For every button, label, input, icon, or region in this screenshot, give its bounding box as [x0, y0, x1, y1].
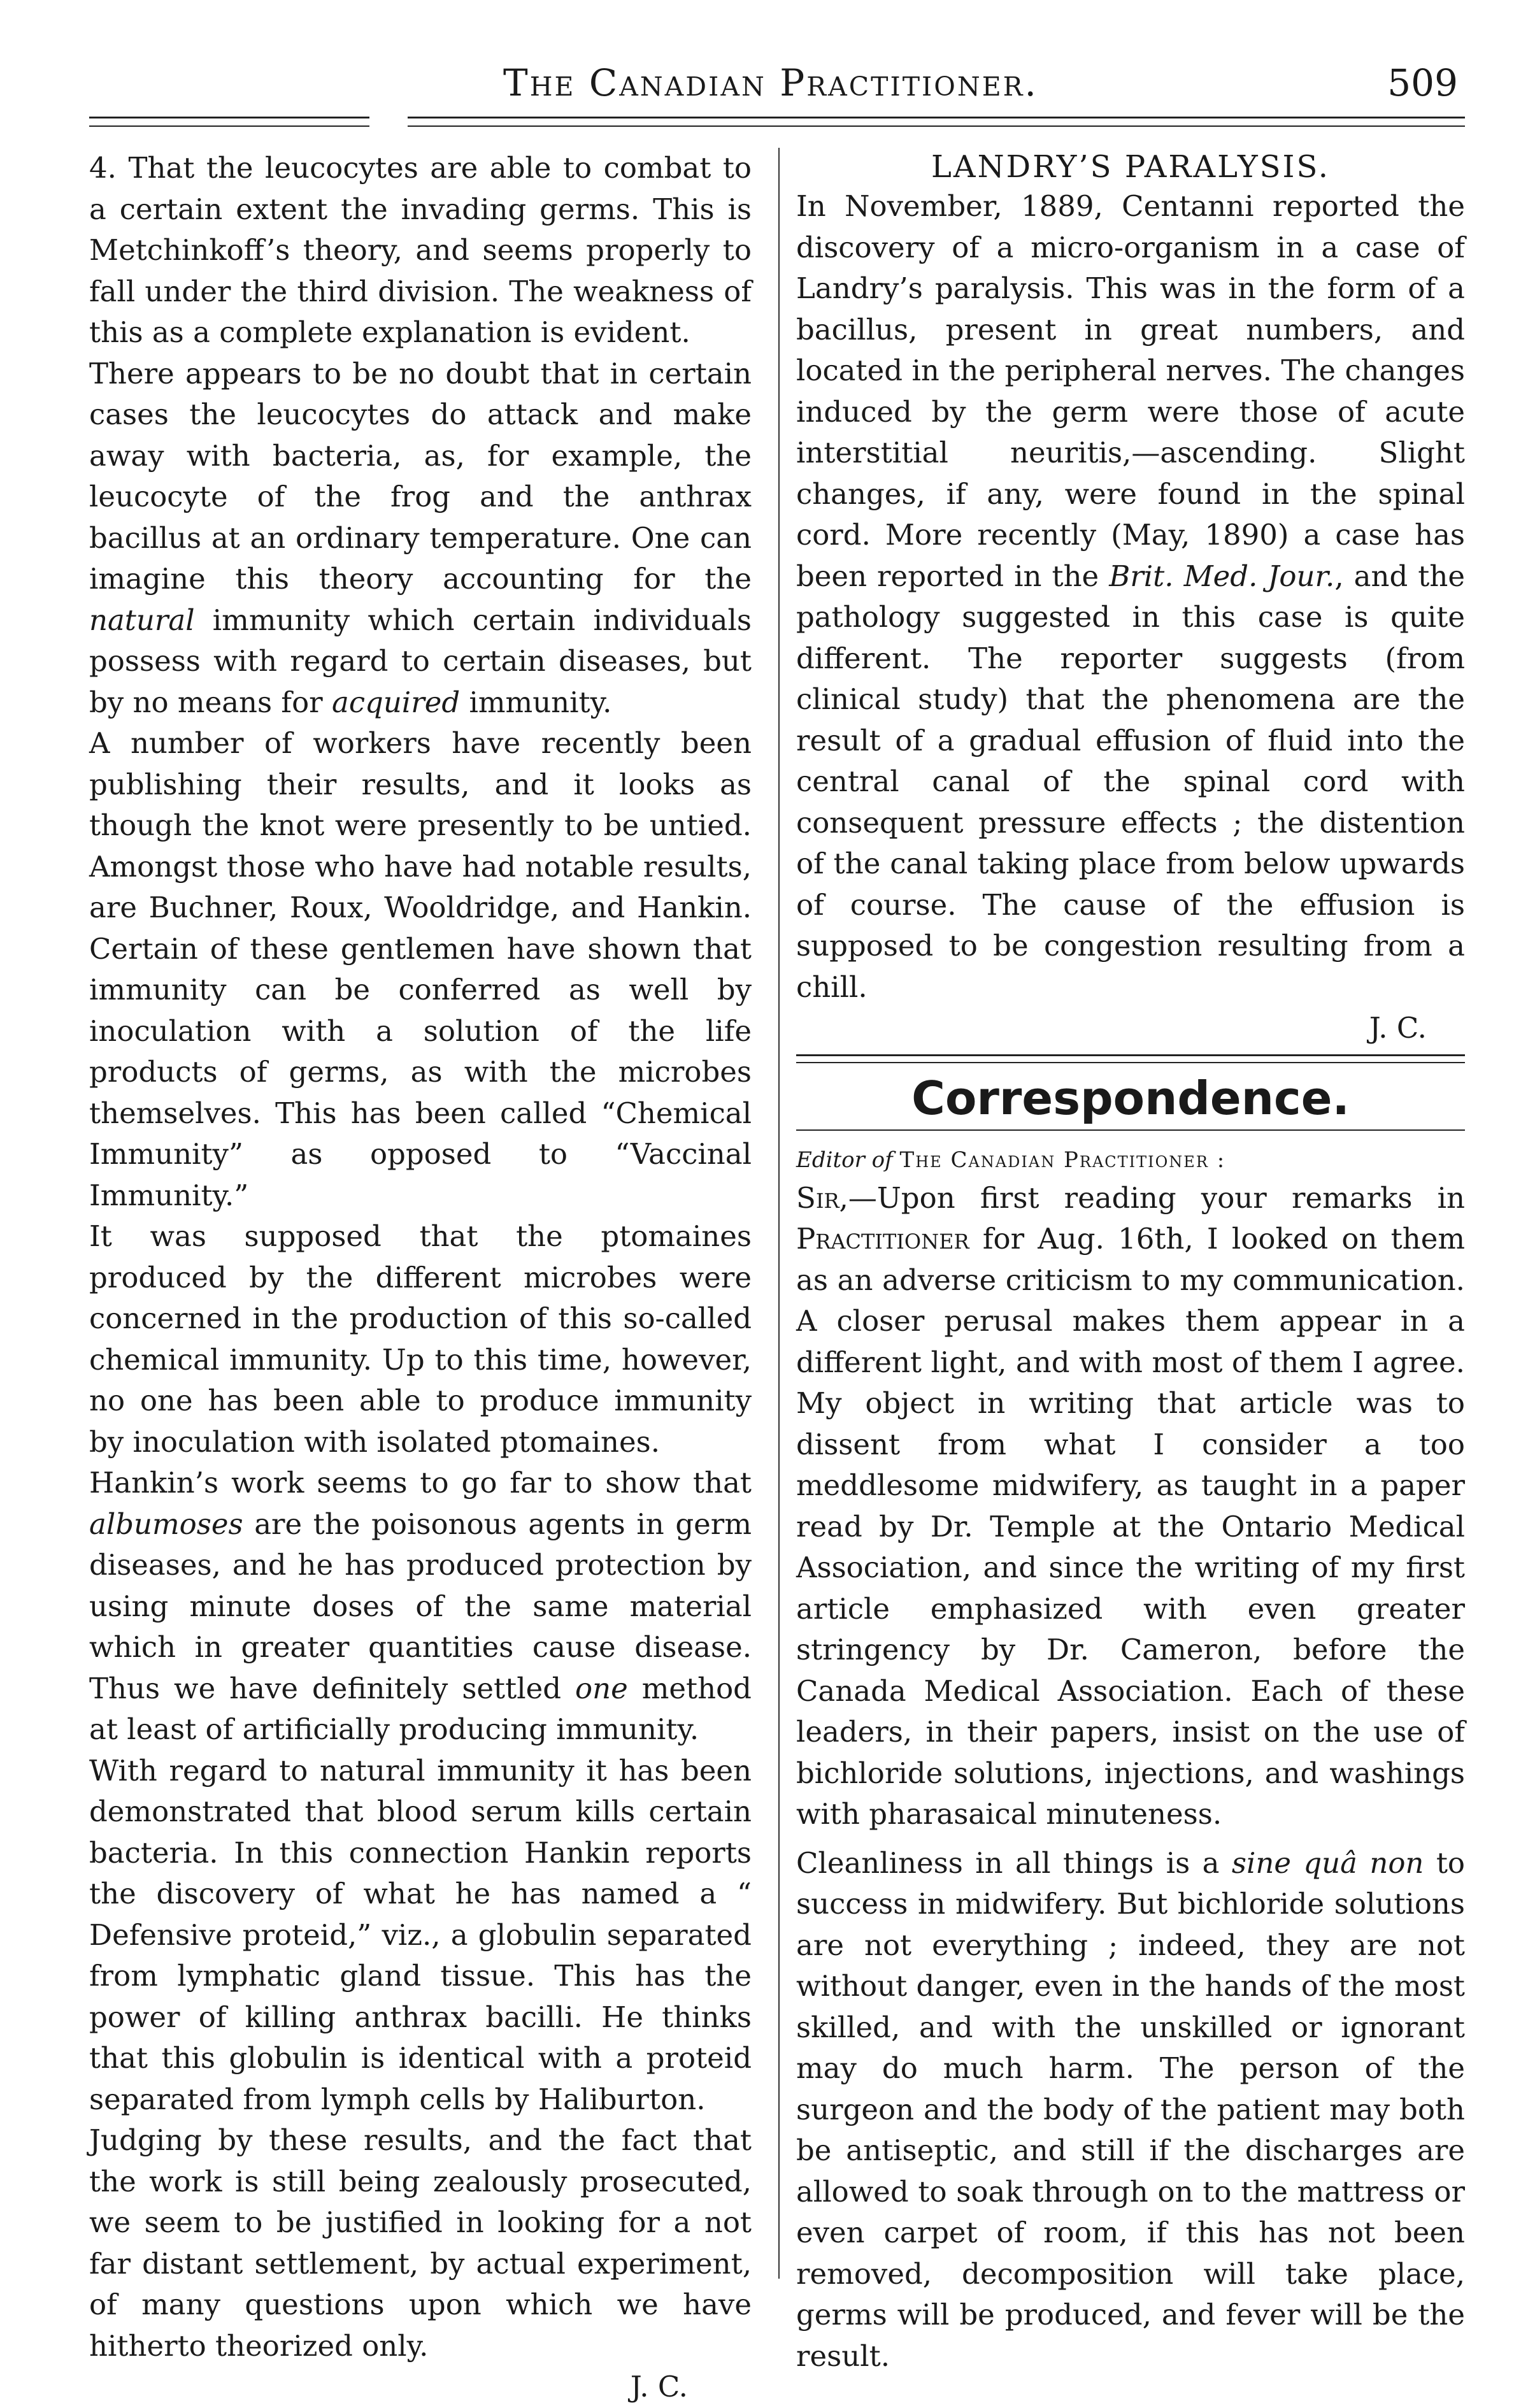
text-run: Hankin’s work seems to go far to show that: [89, 1466, 752, 1500]
paragraph-letter-2: [796, 1843, 1465, 2377]
correspondence-rule: [796, 1129, 1465, 1131]
column-divider: [778, 148, 780, 2279]
landry-heading: LANDRY’S PARALYSIS.: [931, 149, 1330, 185]
paragraph-workers: A number of workers have recently been publishing their results, and it looks as though the knot were presently to be untied. Amongst those who have had notable results, are Buchner, Roux, Wooldridge, and Hankin. Certain of these gentlemen have shown that immunity can be conferred as well by inoculation with a solution of the life products of germs, as with the microbes themselves. This has been called “Chemical Immunity” as opposed to “Vaccinal Immunity.”: [89, 726, 752, 1212]
running-title: The Canadian Practitioner.: [503, 61, 1038, 104]
letter-sir: Sir,: [796, 1180, 848, 1215]
italic-acquired: acquired: [331, 685, 461, 719]
text-run: are the poisonous agents in germ diseases, and he has produced protection by using minute doses of the same material which in greater quantities cause disease. Thus we have definitely settled: [89, 1507, 752, 1705]
header-rule-right-bottom: [408, 125, 1465, 127]
paragraph-leucocytes-attack: [89, 354, 752, 724]
section-divider-double-rule: [796, 1049, 1465, 1071]
salutation-editor: Editor of: [796, 1147, 893, 1173]
paragraph-leucocytes-theory: 4. That the leucocytes are able to combat to a certain extent the invading germs. This is Metchinkoff’s theory, and seems properly to fall under the third division. The weakness of this as a complete explanation is evident.: [89, 151, 752, 349]
left-column: [89, 148, 752, 2408]
text-run: to success in midwifery. But bichloride solutions are not everything ; indeed, they are not without danger, even in the hands of the most skilled, and with the unskilled or ignorant may do much harm. The person of the surgeon and the body of the patient may both be antiseptic, and still if the discharges are allowed to soak through on to the mattress or even carpet of room, if this has not been removed, decomposition will take place, germs will be produced, and fever will be the result.: [796, 1845, 1465, 2373]
paragraph-conclusion: [89, 2120, 752, 2367]
text-run: Judging by these results, and the fact that the work is still being zealously prosecuted, we seem to be justified in looking for a not far distant settlement, by actual experiment, of many questions upon which we have hitherto theorized only.: [89, 2123, 752, 2363]
text-run: —Upon first reading your remarks in: [848, 1180, 1465, 1215]
paragraph-landry: [796, 186, 1465, 1008]
text-run: immunity which certain individuals possess with regard to certain diseases, but by no means for: [89, 603, 752, 719]
header-rule-left-bottom: [89, 125, 369, 127]
italic-journal: Brit. Med. Jour.: [1109, 559, 1335, 593]
signature-landry: J. C.: [1369, 1011, 1427, 1045]
italic-albumoses: albumoses: [89, 1507, 243, 1541]
text-run: method at least of artificially producing immunity.: [89, 1671, 752, 1746]
page-number: 509: [1387, 61, 1458, 104]
paragraph-letter-1: [796, 1178, 1465, 1835]
text-run: immunity.: [460, 685, 612, 719]
italic-latin: sine quâ non: [1231, 1845, 1424, 1880]
text-run: There appears to be no doubt that in certain cases the leucocytes do attack and make away with bacteria, as, for example, the leucocyte of the frog and the anthrax bacillus at an ordinary temperature. One can imagine this theory accounting for the: [89, 356, 752, 596]
italic-one: one: [575, 1671, 628, 1705]
salutation: [796, 1142, 1465, 1178]
paragraph-natural-immunity: With regard to natural immunity it has been demonstrated that blood serum kills certain bacteria. In this connection Hankin reports the discovery of what he has named a “ Defensive proteid,” viz., a globulin separated from lymphatic gland tissue. This has the power of killing anthrax bacilli. He thinks that this globulin is identical with a proteid separated from lymph cells by Haliburton.: [89, 1753, 752, 2116]
letter-practitioner: Practitioner: [796, 1222, 969, 1256]
salutation-journal: The Canadian Practitioner :: [899, 1147, 1226, 1173]
text-run: Cleanliness in all things is a: [796, 1845, 1232, 1880]
paragraph-hankin-albumoses: [89, 1463, 752, 1751]
text-run: , and the pathology suggested in this case is quite different. The reporter suggests (from clinical study) that the phenomena are the result of a gradual effusion of fluid into the central canal of the spinal cord with consequent pressure effects ; the distention of the canal taking place from below upwards of course. The cause of the effusion is supposed to be congestion resulting from a chill.: [796, 559, 1465, 1004]
italic-natural: natural: [89, 603, 195, 637]
text-run: for Aug. 16th, I looked on them as an adverse criticism to my communication. A closer perusal makes them appear in a different light, and with most of them I agree. My object in writing that article was to dissent from what I consider a too meddlesome midwifery, as taught in a paper read by Dr. Temple at the Ontario Medical Association, and since the writing of my first article emphasized with even greater stringency by Dr. Cameron, before the Canada Medical Association. Each of these leaders, in their papers, insist on the use of bichloride solutions, injections, and washings with pharasaical minuteness.: [796, 1222, 1465, 1831]
text-run: In November, 1889, Centanni reported the discovery of a micro-organism in a case of Landry’s paralysis. This was in the form of a bacillus, present in great numbers, and located in the peripheral nerves. The changes induced by the germ were those of acute interstitial neuritis,—ascending. Slight changes, if any, were found in the spinal cord. More recently (May, 1890) a case has been reported in the: [796, 189, 1465, 593]
signature-left: J. C.: [630, 2370, 688, 2404]
header-rule-right-top: [408, 117, 1465, 118]
paragraph-ptomaines: It was supposed that the ptomaines produced by the different microbes were concerned in the production of this so-called chemical immunity. Up to this time, however, no one has been able to produce immunity by inoculation with isolated ptomaines.: [89, 1219, 752, 1459]
correspondence-heading: Correspondence.: [911, 1071, 1350, 1125]
right-column: [796, 148, 1465, 2377]
header-rule-left-top: [89, 117, 369, 118]
